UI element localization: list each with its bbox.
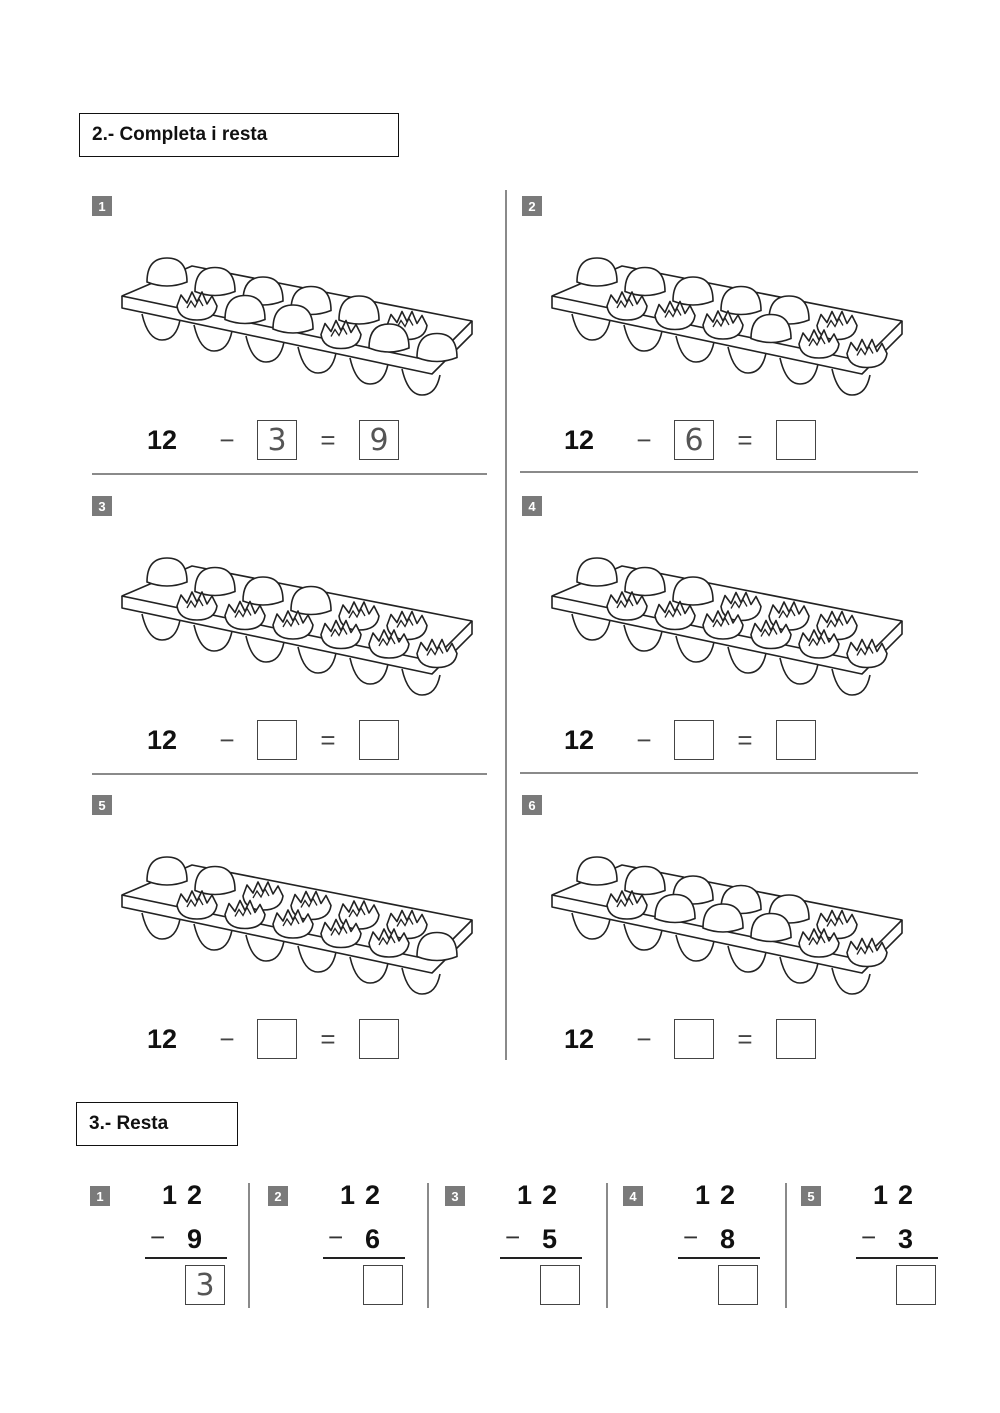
equals-sign: =	[320, 424, 336, 455]
tray-cup	[298, 946, 336, 972]
whole-egg	[195, 867, 235, 895]
sum-line	[856, 1257, 938, 1259]
broken-egg	[847, 340, 887, 368]
problem-number-badge: 4	[623, 1186, 643, 1206]
broken-eggs-box[interactable]	[674, 720, 714, 760]
egg-problem-4	[522, 496, 922, 786]
whole-egg	[147, 857, 187, 885]
problem-number-badge: 5	[92, 795, 112, 815]
tray-cup	[572, 614, 610, 640]
broken-egg	[799, 929, 839, 957]
egg-tray-illustration	[532, 825, 912, 995]
tray-cup	[832, 669, 870, 695]
problem-number-badge: 4	[522, 496, 542, 516]
subtraction-equation	[147, 418, 399, 462]
minus-sign: −	[328, 1222, 344, 1252]
tray-cup	[676, 636, 714, 662]
whole-egg	[751, 315, 791, 343]
section-2-heading	[79, 113, 399, 157]
minus-sign: −	[861, 1222, 877, 1252]
minus-sign: −	[219, 1023, 235, 1054]
total-eggs: 12	[147, 1023, 178, 1054]
tray-cup	[246, 935, 284, 961]
subtrahend: 8	[719, 1224, 745, 1254]
minus-sign: −	[683, 1222, 699, 1252]
tray-cup	[728, 946, 766, 972]
total-eggs: 12	[564, 1023, 595, 1054]
problem-number-badge: 1	[92, 196, 112, 216]
section-2-title: 2.- Completa i resta	[92, 124, 268, 145]
egg-problem-3	[92, 496, 492, 786]
minus-sign: −	[636, 424, 652, 455]
broken-egg	[177, 592, 217, 620]
result-box[interactable]	[359, 1019, 399, 1059]
broken-egg	[607, 891, 647, 919]
broken-egg	[369, 929, 409, 957]
broken-egg	[847, 640, 887, 668]
broken-egg	[225, 901, 265, 929]
minus-sign: −	[219, 424, 235, 455]
tray-cup	[246, 336, 284, 362]
whole-egg	[369, 324, 409, 352]
whole-egg	[225, 296, 265, 324]
tray-cup	[676, 336, 714, 362]
tray-cup	[402, 669, 440, 695]
broken-egg	[799, 630, 839, 658]
minus-sign: −	[636, 724, 652, 755]
result-box[interactable]	[776, 420, 816, 460]
broken-egg	[607, 292, 647, 320]
whole-egg	[625, 568, 665, 596]
answer-box[interactable]	[363, 1265, 403, 1305]
tray-cup	[780, 658, 818, 684]
egg-tray-illustration	[532, 226, 912, 396]
minus-sign: −	[505, 1222, 521, 1252]
egg-tray-illustration	[102, 226, 482, 396]
broken-egg	[273, 910, 313, 938]
egg-problem-2	[522, 196, 922, 486]
total-eggs: 12	[564, 724, 595, 755]
broken-egg	[225, 602, 265, 630]
column-divider	[606, 1183, 608, 1308]
tray-cup	[676, 935, 714, 961]
subtrahend: 5	[541, 1224, 567, 1254]
equals-sign: =	[320, 1023, 336, 1054]
sum-line	[678, 1257, 760, 1259]
broken-egg	[177, 292, 217, 320]
tray-cup	[350, 658, 388, 684]
whole-egg	[703, 904, 743, 932]
whole-egg	[417, 933, 457, 961]
answer-box[interactable]	[718, 1265, 758, 1305]
problem-number-badge: 2	[268, 1186, 288, 1206]
tray-cup	[142, 614, 180, 640]
egg-tray-illustration	[532, 526, 912, 696]
egg-problem-1	[92, 196, 492, 486]
sum-line	[145, 1257, 227, 1259]
broken-eggs-box[interactable]: 3	[257, 420, 297, 460]
subtraction-equation	[564, 418, 816, 462]
broken-egg	[177, 891, 217, 919]
column-subtraction-3	[445, 1180, 605, 1310]
problem-number-badge: 1	[90, 1186, 110, 1206]
result-box[interactable]	[776, 720, 816, 760]
column-subtraction-4	[623, 1180, 783, 1310]
tray-cup	[624, 924, 662, 950]
whole-egg	[577, 258, 617, 286]
problem-number-badge: 3	[445, 1186, 465, 1206]
tray-cup	[728, 647, 766, 673]
tray-cup	[402, 968, 440, 994]
equals-sign: =	[320, 724, 336, 755]
answer-box[interactable]	[896, 1265, 936, 1305]
equals-sign: =	[737, 1023, 753, 1054]
minus-sign: −	[636, 1023, 652, 1054]
total-eggs: 12	[147, 424, 178, 455]
column-subtraction-1	[90, 1180, 250, 1310]
broken-egg	[607, 592, 647, 620]
minuend: 12	[694, 1180, 745, 1210]
tray-cup	[832, 968, 870, 994]
whole-egg	[291, 587, 331, 615]
problem-number-badge: 3	[92, 496, 112, 516]
total-eggs: 12	[564, 424, 595, 455]
egg-tray-illustration	[102, 526, 482, 696]
total-eggs: 12	[147, 724, 178, 755]
sum-line	[323, 1257, 405, 1259]
grid-divider-vertical	[505, 190, 507, 1060]
whole-egg	[147, 258, 187, 286]
sum-line	[500, 1257, 582, 1259]
tray-cup	[728, 347, 766, 373]
column-subtraction-2	[268, 1180, 428, 1310]
subtraction-equation	[147, 718, 399, 762]
tray-cup	[298, 647, 336, 673]
egg-problem-5	[92, 795, 492, 1085]
problem-number-badge: 5	[801, 1186, 821, 1206]
whole-egg	[339, 296, 379, 324]
whole-egg	[625, 268, 665, 296]
broken-egg	[703, 611, 743, 639]
broken-egg	[369, 630, 409, 658]
tray-cup	[350, 358, 388, 384]
problem-number-badge: 2	[522, 196, 542, 216]
whole-egg	[195, 568, 235, 596]
tray-cup	[780, 358, 818, 384]
minuend: 12	[161, 1180, 212, 1210]
broken-egg	[703, 311, 743, 339]
broken-egg	[799, 330, 839, 358]
tray-cup	[350, 957, 388, 983]
minus-sign: −	[150, 1222, 166, 1252]
tray-cup	[246, 636, 284, 662]
broken-egg	[321, 321, 361, 349]
equals-sign: =	[737, 724, 753, 755]
whole-egg	[721, 287, 761, 315]
minuend: 12	[516, 1180, 567, 1210]
whole-egg	[655, 895, 695, 923]
subtrahend: 6	[364, 1224, 390, 1254]
whole-egg	[625, 867, 665, 895]
section-3-heading	[76, 1102, 238, 1146]
minuend: 12	[872, 1180, 923, 1210]
tray-cup	[298, 347, 336, 373]
broken-egg	[321, 621, 361, 649]
broken-egg	[655, 302, 695, 330]
whole-egg	[751, 914, 791, 942]
tray-cup	[194, 325, 232, 351]
broken-egg	[655, 602, 695, 630]
tray-cup	[194, 625, 232, 651]
answer-box[interactable]	[540, 1265, 580, 1305]
tray-cup	[194, 924, 232, 950]
subtraction-equation	[564, 718, 816, 762]
column-subtraction-5	[801, 1180, 961, 1310]
whole-egg	[273, 305, 313, 333]
broken-egg	[321, 920, 361, 948]
broken-egg	[273, 611, 313, 639]
tray-cup	[142, 913, 180, 939]
equals-sign: =	[737, 424, 753, 455]
column-divider	[785, 1183, 787, 1308]
egg-tray-illustration	[102, 825, 482, 995]
broken-eggs-box[interactable]: 6	[674, 420, 714, 460]
tray-cup	[780, 957, 818, 983]
tray-cup	[572, 314, 610, 340]
answer-box[interactable]: 3	[185, 1265, 225, 1305]
whole-egg	[243, 577, 283, 605]
section-3-title: 3.- Resta	[89, 1113, 169, 1134]
result-box[interactable]	[359, 720, 399, 760]
whole-egg	[577, 857, 617, 885]
tray-cup	[402, 369, 440, 395]
whole-egg	[673, 277, 713, 305]
subtraction-equation	[147, 1017, 399, 1061]
broken-egg	[417, 640, 457, 668]
broken-eggs-box[interactable]	[674, 1019, 714, 1059]
subtrahend: 9	[186, 1224, 212, 1254]
broken-egg	[847, 939, 887, 967]
tray-cup	[572, 913, 610, 939]
whole-egg	[147, 558, 187, 586]
egg-problem-6	[522, 795, 922, 1085]
whole-egg	[577, 558, 617, 586]
subtraction-equation	[564, 1017, 816, 1061]
broken-eggs-box[interactable]	[257, 720, 297, 760]
tray-cup	[142, 314, 180, 340]
tray-cup	[624, 325, 662, 351]
whole-egg	[195, 268, 235, 296]
subtrahend: 3	[897, 1224, 923, 1254]
minus-sign: −	[219, 724, 235, 755]
problem-number-badge: 6	[522, 795, 542, 815]
tray-cup	[832, 369, 870, 395]
whole-egg	[417, 334, 457, 362]
tray-cup	[624, 625, 662, 651]
whole-egg	[673, 577, 713, 605]
minuend: 12	[339, 1180, 390, 1210]
result-box[interactable]	[776, 1019, 816, 1059]
broken-egg	[751, 621, 791, 649]
result-box[interactable]: 9	[359, 420, 399, 460]
broken-eggs-box[interactable]	[257, 1019, 297, 1059]
